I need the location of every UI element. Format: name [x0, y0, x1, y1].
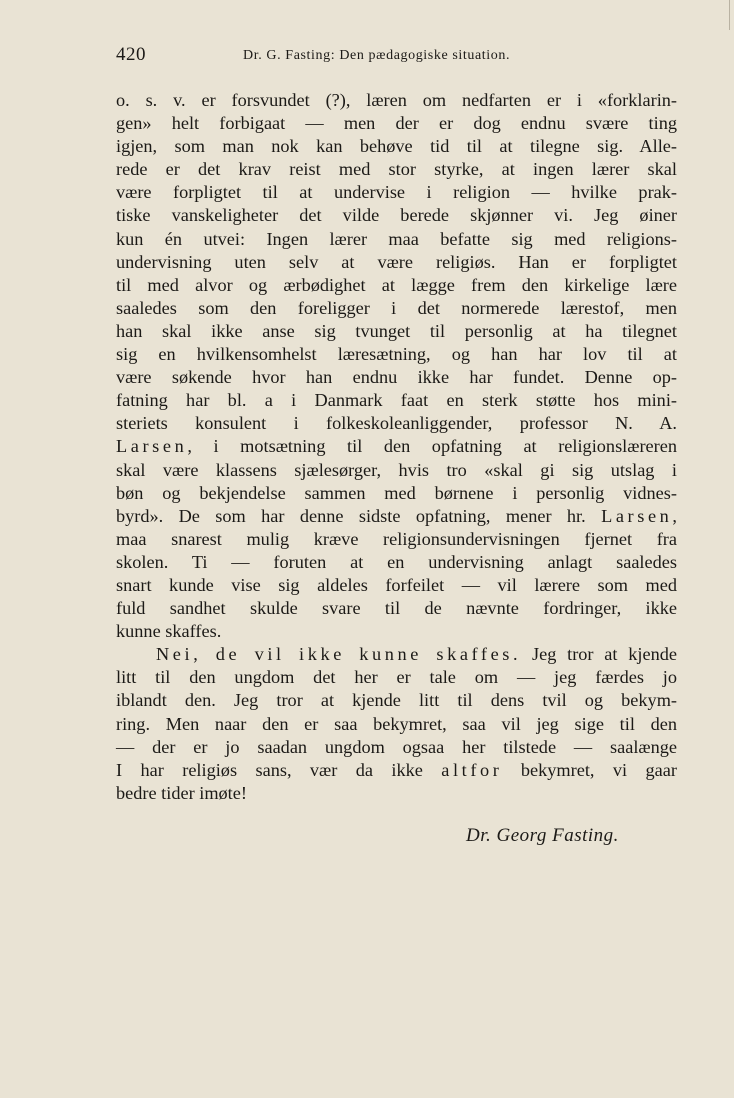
text-line: skal være klassens sjælesørger, hvis tro «skal gi sig utslag i — [116, 459, 677, 480]
text-line: være søkende hvor han endnu ikke har fundet. Denne op- — [116, 367, 677, 388]
text-line: kunne skaffes. — [116, 621, 222, 642]
text-line: tiske vanskeligheter det vilde berede skjønner vi. Jeg øiner — [116, 205, 677, 226]
text-line: o. s. v. er forsvundet (?), læren om nedfarten er i «forklarin- — [116, 90, 677, 110]
author-signature: Dr. Georg Fasting. — [466, 825, 619, 846]
text-line-byrd — [116, 505, 677, 528]
paragraph-start — [116, 643, 677, 666]
text-line: fatning har bl. a i Danmark faat en sterk støtte hos mini- — [116, 390, 677, 411]
page-number: 420 — [116, 44, 146, 65]
line-before: byrd». De som har denne sidste opfatning, mener hr. — [116, 505, 586, 526]
line-before: I har religiøs sans, vær da ikke — [116, 759, 423, 780]
text-line-altfor — [116, 759, 677, 782]
text-line: han skal ikke anse sig tvunget til personlig at ha tilegnet — [116, 320, 677, 341]
text-line: igjen, som man nok kan behøve tid til at tilegne sig. Alle- — [116, 136, 677, 157]
text-line: være forpligtet til at undervise i religion — hvilke prak- — [116, 182, 677, 203]
body-text — [116, 89, 677, 805]
text-line: maa snarest mulig kræve religionsundervisningen fjernet fra — [116, 528, 677, 549]
text-line: — der er jo saadan ungdom ogsaa her tilstede — saalænge — [116, 736, 677, 757]
text-line: steriets konsulent i folkeskoleanliggender, professor N. A. — [116, 413, 677, 434]
spaced-emphasis: Nei, de vil ikke kunne skaffes. — [156, 644, 522, 665]
spaced-emphasis: altfor — [441, 759, 503, 780]
text-line: gen» helt forbigaat — men der er dog endnu svære ting — [116, 113, 677, 134]
text-line: fuld sandhet skulde svare til de nævnte fordringer, ikke — [116, 598, 677, 619]
spaced-name: Larsen — [116, 436, 188, 457]
text-line-larsen — [116, 435, 677, 458]
spaced-name: Larsen — [601, 505, 673, 526]
page-header — [116, 44, 676, 72]
text-line: skolen. Ti — foruten at en undervisning anlagt saaledes — [116, 551, 677, 572]
text-line: sig en hvilkensomhelst læresætning, og han har lov til at — [116, 344, 677, 365]
text-line: undervisning uten selv at være religiøs. Han er forpligtet — [116, 251, 677, 272]
text-line: iblandt den. Jeg tror at kjende litt til dens tvil og bekym- — [116, 690, 677, 711]
line-rest: , i motsætning til den opfatning at religionslæreren — [187, 436, 677, 457]
text-line: litt til den ungdom det her er tale om — jeg færdes jo — [116, 667, 677, 688]
text-line: kun én utvei: Ingen lærer maa befatte sig med religions- — [116, 228, 677, 249]
text-line: snart kunde vise sig aldeles forfeilet — vil lærere som med — [116, 574, 677, 595]
line-after: , — [672, 505, 677, 526]
text-line: rede er det krav reist med stor styrke, at ingen lærer skal — [116, 159, 677, 180]
line-after: bekymret, vi gaar — [520, 759, 677, 780]
page-edge-mark — [729, 0, 730, 30]
text-line: til med alvor og ærbødighet at lægge frem den kirkelige lære — [116, 274, 677, 295]
text-line: ring. Men naar den er saa bekymret, saa vil jeg sige til den — [116, 713, 677, 734]
running-head: Dr. G. Fasting: Den pædagogiske situation. — [243, 48, 511, 63]
text-line: bøn og bekjendelse sammen med børnene i personlig vidnes- — [116, 482, 677, 503]
line-rest: Jeg tror at kjende — [531, 644, 677, 665]
text-line: saaledes som den foreligger i det normerede lærestof, men — [116, 297, 677, 318]
text-line: bedre tider imøte! — [116, 782, 247, 803]
